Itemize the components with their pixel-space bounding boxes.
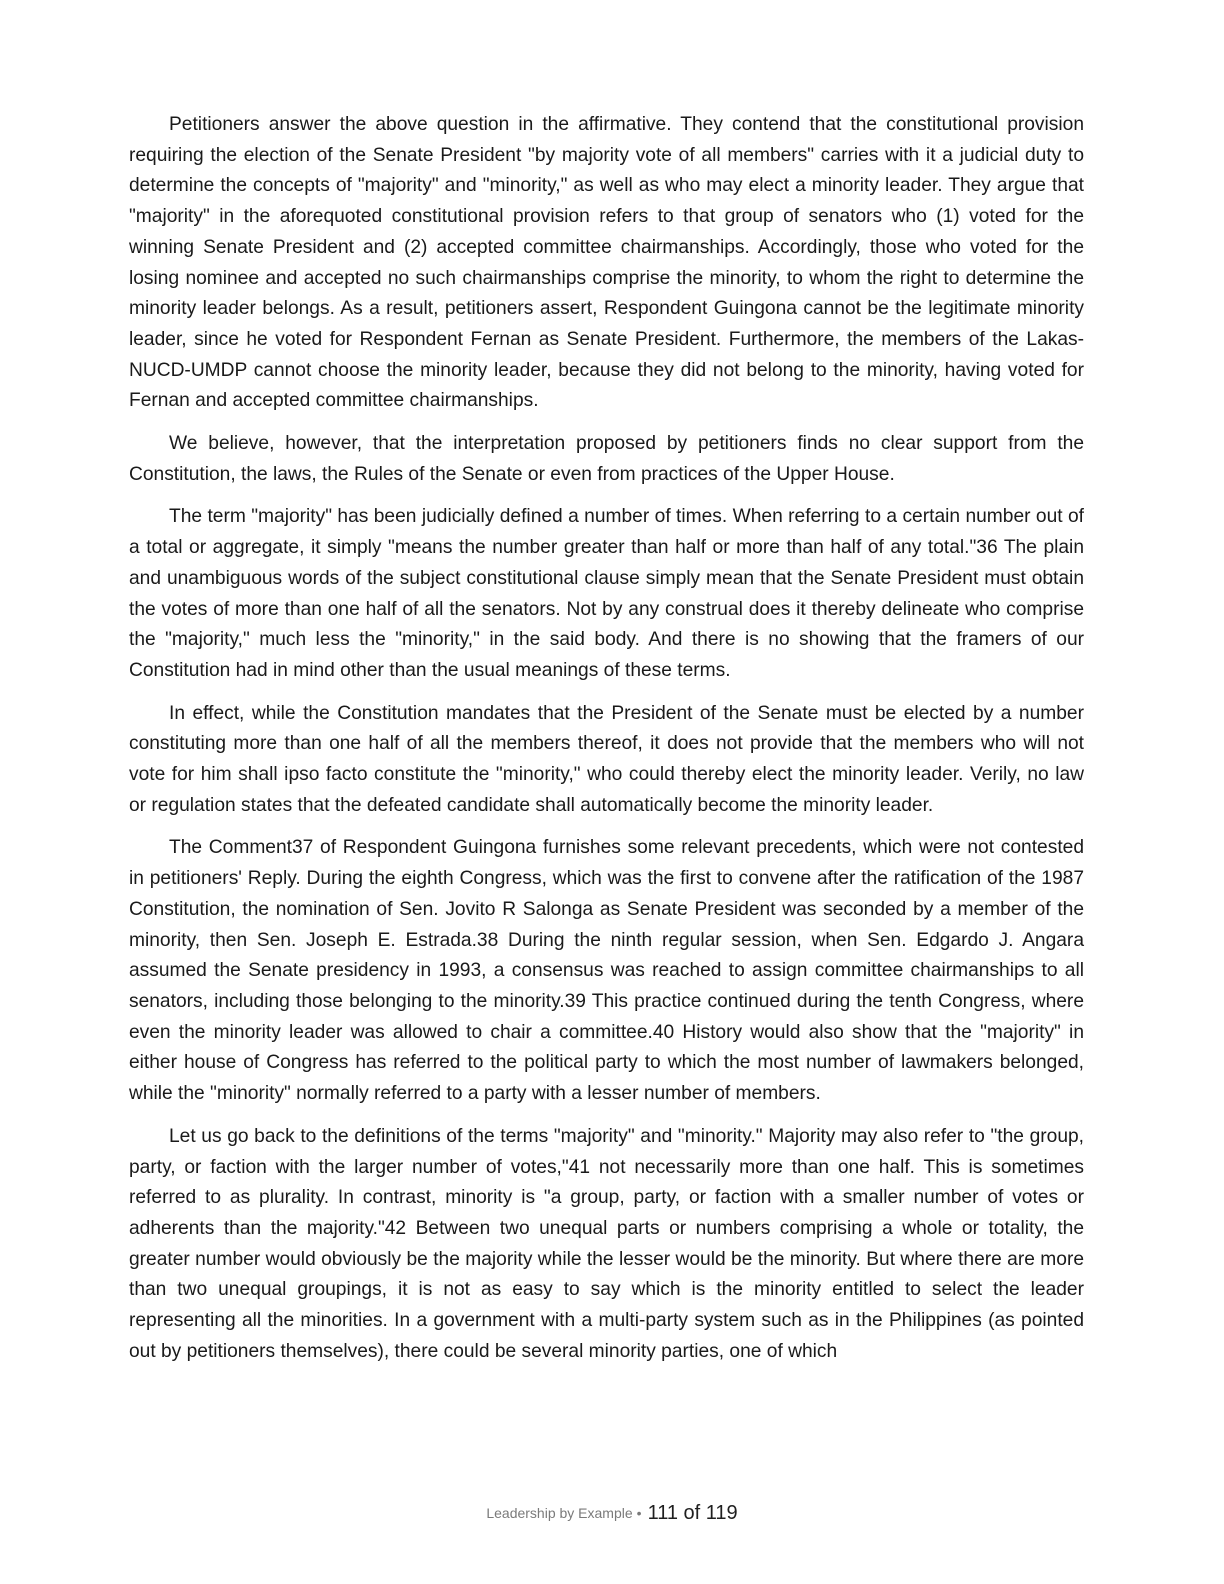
paragraph-3: The term "majority" has been judicially defined a number of times. When referring to a certain number out of a total or aggregate, it simply "means the number greater than half or more than half of any total."36 The plain and unambiguous words of the subject constitutional clause simply mean that the Senate President must obtain the votes of more than one half of all the senators. Not by any construal does it thereby delineate who comprise the "majority," much less the "minority," in the said body. And there is no showing that the framers of our Constitution had in mind other than the usual meanings of these terms. (129, 506, 1084, 681)
footer-page-number: 111 of 119 (647, 1502, 738, 1524)
paragraph-4: In effect, while the Constitution mandates that the President of the Senate must be elected by a number constituting more than one half of all the members thereof, it does not provide that the members who will not vote for him shall ipso facto constitute the "minority," who could thereby elect the minority leader. Verily, no law or regulation states that the defeated candidate shall automatically become the minority leader. (129, 702, 1084, 816)
page-footer (0, 1500, 1224, 1526)
paragraph-2: We believe, however, that the interpretation proposed by petitioners finds no clear support from the Constitution, the laws, the Rules of the Senate or even from practices of the Upper House. (129, 433, 1084, 485)
paragraph-6: Let us go back to the definitions of the terms "majority" and "minority." Majority may also refer to "the group, party, or faction with the larger number of votes,"41 not necessarily more than one half. This is sometimes referred to as plurality. In contrast, minority is "a group, party, or faction with a smaller number of votes or adherents than the majority."42 Between two unequal parts or numbers comprising a whole or totality, the greater number would obviously be the majority while the lesser would be the minority. But where there are more than two unequal groupings, it is not as easy to say which is the minority entitled to select the leader representing all the minorities. In a government with a multi-party system such as in the Philippines (as pointed out by petitioners themselves), there could be several minority parties, one of which (129, 1125, 1084, 1362)
footer-bullet: • (636, 1505, 642, 1521)
paragraph-1: Petitioners answer the above question in the affirmative. They contend that the constitutional provision requiring the election of the Senate President "by majority vote of all members" carries with it a judicial duty to determine the concepts of "majority" and "minority," as well as who may elect a minority leader. They argue that "majority" in the aforequoted constitutional provision refers to that group of senators who (1) voted for the winning Senate President and (2) accepted committee chairmanships. Accordingly, those who voted for the losing nominee and accepted no such chairmanships comprise the minority, to whom the right to determine the minority leader belongs. As a result, petitioners assert, Respondent Guingona cannot be the legitimate minority leader, since he voted for Respondent Fernan as Senate President. Furthermore, the members of the Lakas-NUCD-UMDP cannot choose the minority leader, because they did not belong to the minority, having voted for Fernan and accepted committee chairmanships. (129, 114, 1084, 412)
body-text (129, 110, 1084, 1379)
footer-book-title: Leadership by Example (486, 1505, 633, 1521)
paragraph-5: The Comment37 of Respondent Guingona furnishes some relevant precedents, which were not contested in petitioners' Reply. During the eighth Congress, which was the first to convene after the ratification of the 1987 Constitution, the nomination of Sen. Jovito R Salonga as Senate President was seconded by a member of the minority, then Sen. Joseph E. Estrada.38 During the ninth regular session, when Sen. Edgardo J. Angara assumed the Senate presidency in 1993, a consensus was reached to assign committee chairmanships to all senators, including those belonging to the minority.39 This practice continued during the tenth Congress, where even the minority leader was allowed to chair a committee.40 History would also show that the "majority" in either house of Congress has referred to the political party to which the most number of lawmakers belonged, while the "minority" normally referred to a party with a lesser number of members. (129, 837, 1084, 1105)
